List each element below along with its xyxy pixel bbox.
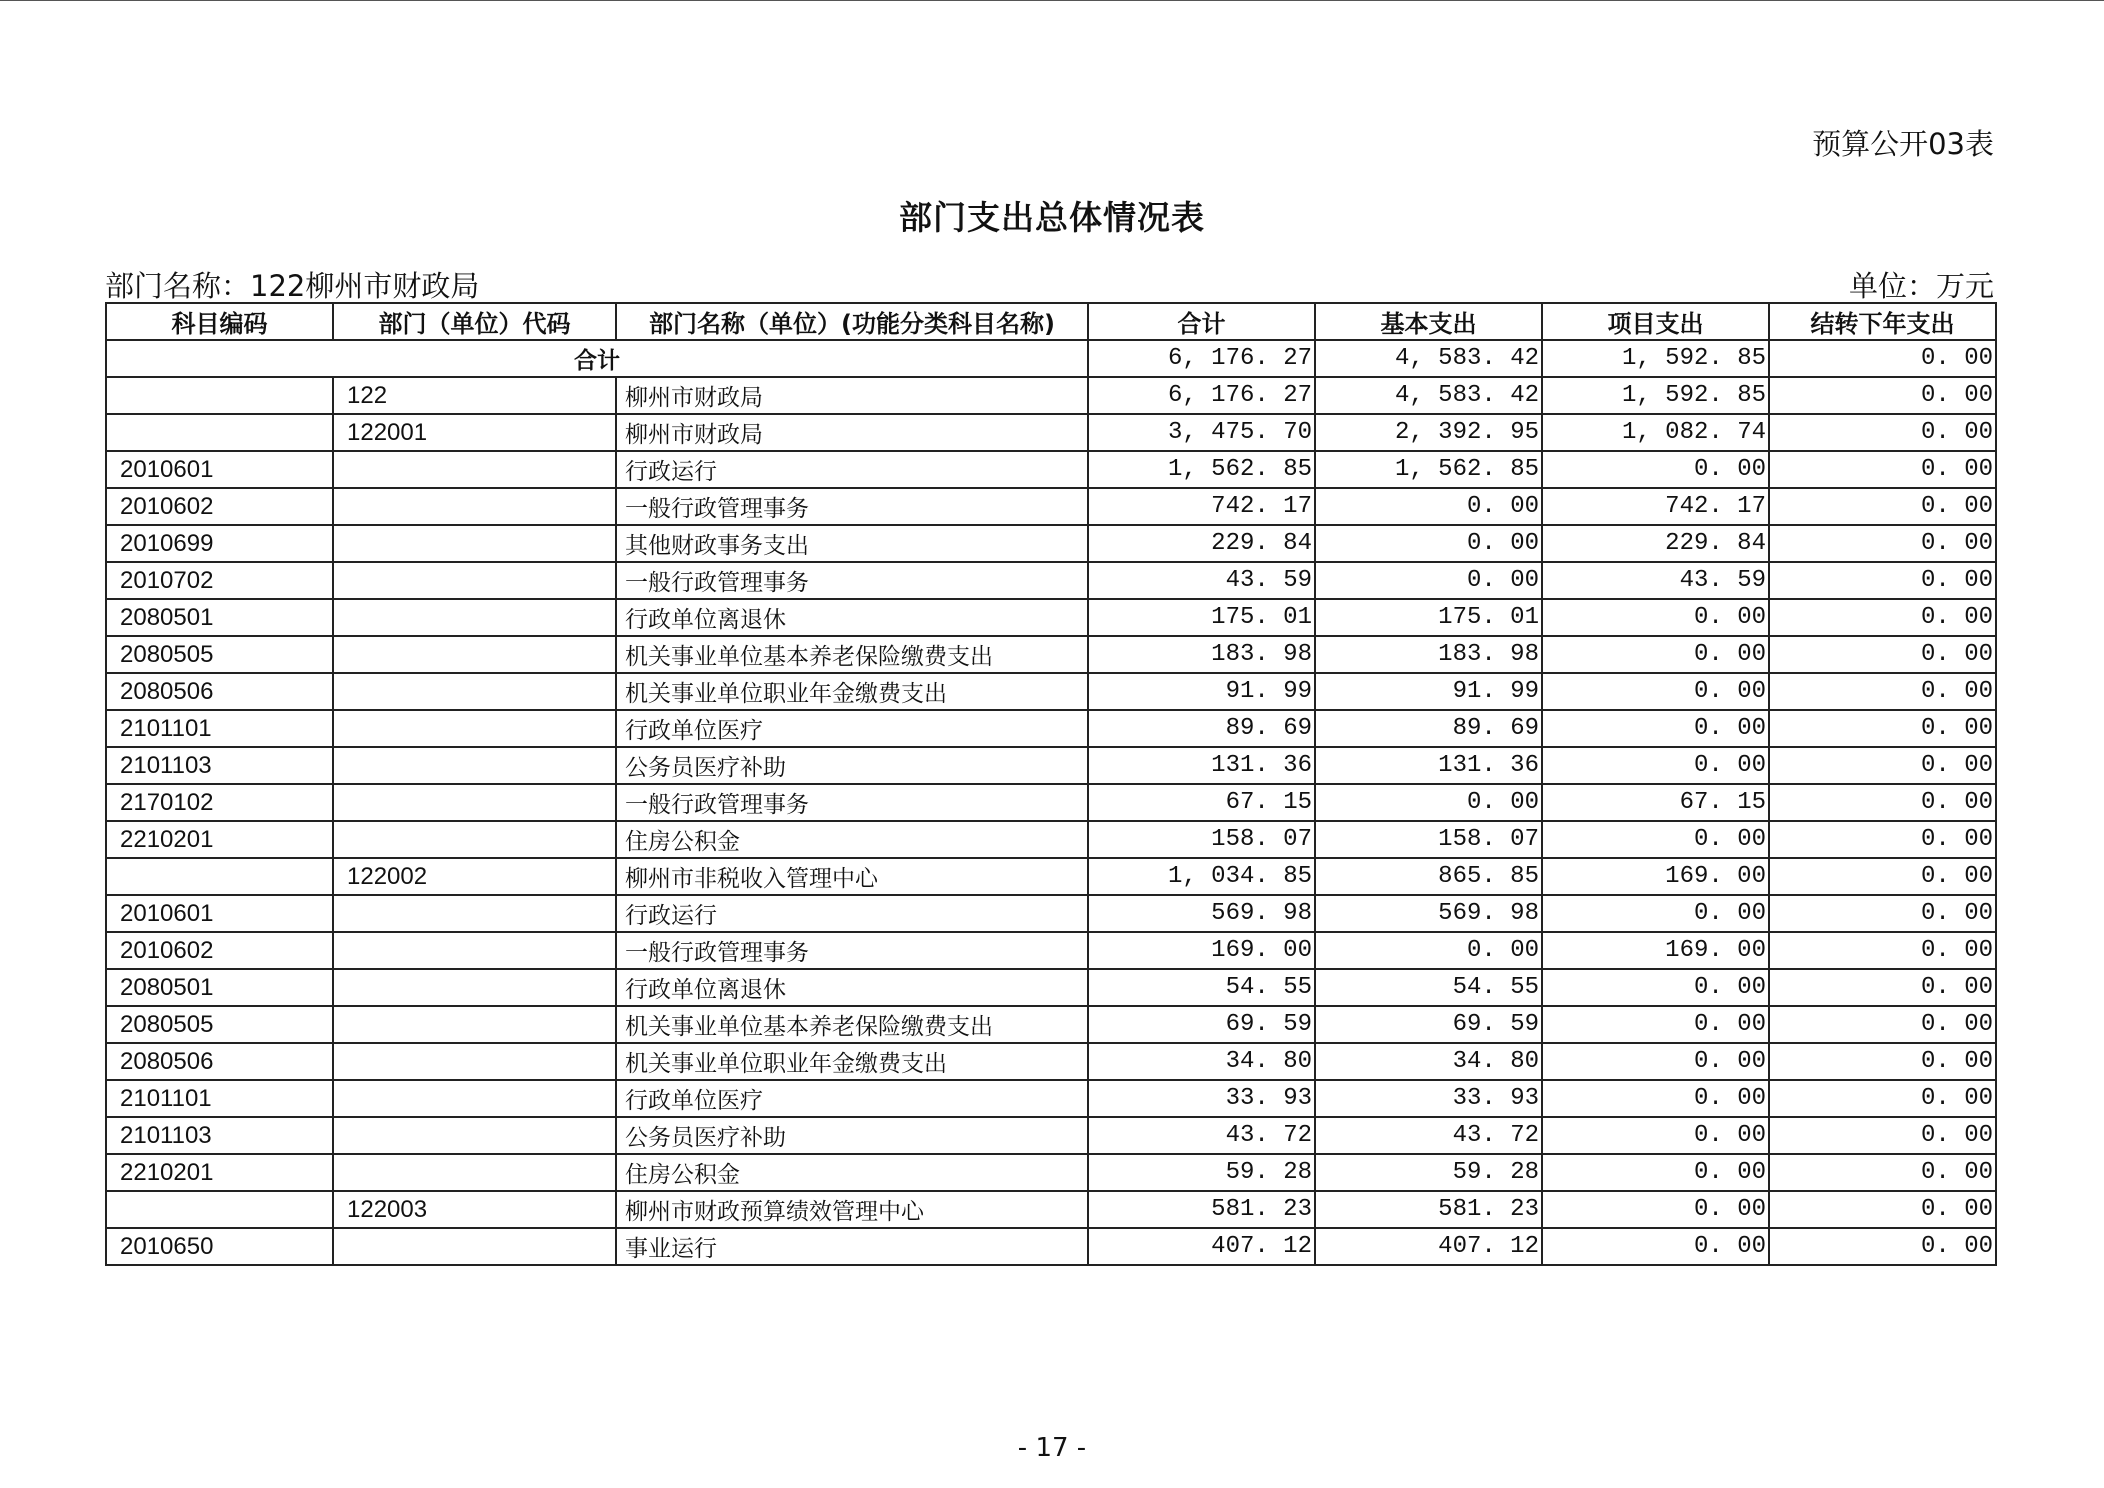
table-row <box>106 1117 1996 1154</box>
subject-code-cell: 2101103 <box>106 1117 333 1154</box>
carry-cell: 0. 00 <box>1769 673 1996 710</box>
total-cell: 158. 07 <box>1088 821 1315 858</box>
table-row <box>106 821 1996 858</box>
name-cell: 一般行政管理事务 <box>616 932 1088 969</box>
carry-cell: 0. 00 <box>1769 1228 1996 1265</box>
col-header-basic: 基本支出 <box>1315 303 1542 340</box>
name-cell: 住房公积金 <box>616 1154 1088 1191</box>
name-cell: 一般行政管理事务 <box>616 784 1088 821</box>
name-cell: 其他财政事务支出 <box>616 525 1088 562</box>
project-cell: 0. 00 <box>1542 1154 1769 1191</box>
total-cell: 91. 99 <box>1088 673 1315 710</box>
subject-code-cell: 2010699 <box>106 525 333 562</box>
expenditure-table <box>105 302 1997 1266</box>
subject-code-cell <box>106 858 333 895</box>
project-cell: 1, 592. 85 <box>1542 377 1769 414</box>
table-row <box>106 636 1996 673</box>
col-header-total: 合计 <box>1088 303 1315 340</box>
project-cell: 0. 00 <box>1542 1043 1769 1080</box>
table-row <box>106 1228 1996 1265</box>
basic-cell: 183. 98 <box>1315 636 1542 673</box>
subject-code-cell: 2210201 <box>106 1154 333 1191</box>
unit-code-cell <box>333 821 616 858</box>
name-cell: 公务员医疗补助 <box>616 747 1088 784</box>
project-cell: 0. 00 <box>1542 969 1769 1006</box>
unit-code-cell: 122003 <box>333 1191 616 1228</box>
name-cell: 一般行政管理事务 <box>616 488 1088 525</box>
department-name: 部门名称：122柳州市财政局 <box>105 269 480 303</box>
carry-cell: 0. 00 <box>1769 1117 1996 1154</box>
unit-code-cell <box>333 1117 616 1154</box>
subject-code-cell: 2080501 <box>106 969 333 1006</box>
total-cell: 3, 475. 70 <box>1088 414 1315 451</box>
table-row <box>106 414 1996 451</box>
basic-cell: 158. 07 <box>1315 821 1542 858</box>
name-cell: 公务员医疗补助 <box>616 1117 1088 1154</box>
subject-code-cell: 2080501 <box>106 599 333 636</box>
total-cell: 1, 562. 85 <box>1088 451 1315 488</box>
name-cell: 行政运行 <box>616 451 1088 488</box>
name-cell: 柳州市财政局 <box>616 414 1088 451</box>
basic-cell: 0. 00 <box>1315 932 1542 969</box>
unit-code-cell <box>333 1080 616 1117</box>
subject-code-cell: 2010602 <box>106 932 333 969</box>
project-cell: 0. 00 <box>1542 1006 1769 1043</box>
project-cell: 0. 00 <box>1542 895 1769 932</box>
name-cell: 住房公积金 <box>616 821 1088 858</box>
basic-cell: 89. 69 <box>1315 710 1542 747</box>
total-cell: 6, 176. 27 <box>1088 377 1315 414</box>
total-cell: 569. 98 <box>1088 895 1315 932</box>
total-cell: 169. 00 <box>1088 932 1315 969</box>
total-cell: 183. 98 <box>1088 636 1315 673</box>
basic-cell: 91. 99 <box>1315 673 1542 710</box>
basic-cell: 34. 80 <box>1315 1043 1542 1080</box>
subject-code-cell: 2101101 <box>106 710 333 747</box>
total-cell: 69. 59 <box>1088 1006 1315 1043</box>
unit-code-cell <box>333 1043 616 1080</box>
col-header-project: 项目支出 <box>1542 303 1769 340</box>
name-cell: 行政单位医疗 <box>616 710 1088 747</box>
unit-code-cell <box>333 895 616 932</box>
basic-cell: 407. 12 <box>1315 1228 1542 1265</box>
top-border-line <box>0 0 2104 1</box>
project-cell: 0. 00 <box>1542 1191 1769 1228</box>
unit-code-cell: 122002 <box>333 858 616 895</box>
total-cell: 131. 36 <box>1088 747 1315 784</box>
subject-code-cell: 2010702 <box>106 562 333 599</box>
name-cell: 行政单位离退休 <box>616 599 1088 636</box>
subject-code-cell: 2010650 <box>106 1228 333 1265</box>
basic-cell: 4, 583. 42 <box>1315 377 1542 414</box>
project-cell: 0. 00 <box>1542 821 1769 858</box>
project-cell: 0. 00 <box>1542 1228 1769 1265</box>
carry-cell: 0. 00 <box>1769 1043 1996 1080</box>
project-cell: 0. 00 <box>1542 451 1769 488</box>
subject-code-cell: 2010602 <box>106 488 333 525</box>
total-cell: 742. 17 <box>1088 488 1315 525</box>
project-cell: 169. 00 <box>1542 932 1769 969</box>
total-cell: 67. 15 <box>1088 784 1315 821</box>
carry-cell: 0. 00 <box>1769 969 1996 1006</box>
name-cell: 事业运行 <box>616 1228 1088 1265</box>
subject-code-cell: 2101101 <box>106 1080 333 1117</box>
table-row <box>106 932 1996 969</box>
basic-cell: 1, 562. 85 <box>1315 451 1542 488</box>
carry-cell: 0. 00 <box>1769 377 1996 414</box>
subject-code-cell <box>106 1191 333 1228</box>
name-cell: 柳州市财政局 <box>616 377 1088 414</box>
basic-cell: 569. 98 <box>1315 895 1542 932</box>
unit-code-cell <box>333 599 616 636</box>
name-cell: 机关事业单位基本养老保险缴费支出 <box>616 1006 1088 1043</box>
subject-code-cell: 2170102 <box>106 784 333 821</box>
basic-cell: 4, 583. 42 <box>1315 340 1542 377</box>
name-cell: 一般行政管理事务 <box>616 562 1088 599</box>
basic-cell: 0. 00 <box>1315 562 1542 599</box>
total-cell: 1, 034. 85 <box>1088 858 1315 895</box>
carry-cell: 0. 00 <box>1769 747 1996 784</box>
unit-label: 单位：万元 <box>1848 269 1994 303</box>
basic-cell: 581. 23 <box>1315 1191 1542 1228</box>
name-cell: 机关事业单位基本养老保险缴费支出 <box>616 636 1088 673</box>
name-cell: 行政单位医疗 <box>616 1080 1088 1117</box>
unit-code-cell <box>333 1006 616 1043</box>
carry-cell: 0. 00 <box>1769 414 1996 451</box>
table-row <box>106 599 1996 636</box>
unit-code-cell <box>333 932 616 969</box>
carry-cell: 0. 00 <box>1769 895 1996 932</box>
total-cell: 175. 01 <box>1088 599 1315 636</box>
basic-cell: 0. 00 <box>1315 525 1542 562</box>
total-cell: 59. 28 <box>1088 1154 1315 1191</box>
project-cell: 67. 15 <box>1542 784 1769 821</box>
basic-cell: 43. 72 <box>1315 1117 1542 1154</box>
table-row <box>106 1154 1996 1191</box>
form-number: 预算公开03表 <box>1812 127 1994 161</box>
basic-cell: 131. 36 <box>1315 747 1542 784</box>
subject-code-cell: 2080506 <box>106 673 333 710</box>
name-cell: 机关事业单位职业年金缴费支出 <box>616 1043 1088 1080</box>
subject-code-cell: 2010601 <box>106 451 333 488</box>
total-cell: 43. 59 <box>1088 562 1315 599</box>
subject-code-cell: 2080506 <box>106 1043 333 1080</box>
page-number: - 17 - <box>1017 1433 1087 1463</box>
name-cell: 柳州市非税收入管理中心 <box>616 858 1088 895</box>
total-cell: 89. 69 <box>1088 710 1315 747</box>
unit-code-cell <box>333 1228 616 1265</box>
table-row <box>106 1006 1996 1043</box>
total-cell: 54. 55 <box>1088 969 1315 1006</box>
basic-cell: 175. 01 <box>1315 599 1542 636</box>
project-cell: 0. 00 <box>1542 673 1769 710</box>
carry-cell: 0. 00 <box>1769 340 1996 377</box>
carry-cell: 0. 00 <box>1769 636 1996 673</box>
subject-code-cell: 2010601 <box>106 895 333 932</box>
carry-cell: 0. 00 <box>1769 599 1996 636</box>
header-row <box>106 303 1996 340</box>
carry-cell: 0. 00 <box>1769 821 1996 858</box>
carry-cell: 0. 00 <box>1769 488 1996 525</box>
subject-code-cell: 2210201 <box>106 821 333 858</box>
project-cell: 229. 84 <box>1542 525 1769 562</box>
unit-code-cell <box>333 747 616 784</box>
subject-code-cell: 2101103 <box>106 747 333 784</box>
basic-cell: 0. 00 <box>1315 488 1542 525</box>
project-cell: 0. 00 <box>1542 636 1769 673</box>
project-cell: 0. 00 <box>1542 747 1769 784</box>
project-cell: 1, 592. 85 <box>1542 340 1769 377</box>
unit-code-cell <box>333 451 616 488</box>
carry-cell: 0. 00 <box>1769 932 1996 969</box>
total-cell: 34. 80 <box>1088 1043 1315 1080</box>
project-cell: 169. 00 <box>1542 858 1769 895</box>
table-row <box>106 969 1996 1006</box>
carry-cell: 0. 00 <box>1769 858 1996 895</box>
table-row <box>106 747 1996 784</box>
total-cell: 229. 84 <box>1088 525 1315 562</box>
unit-code-cell <box>333 636 616 673</box>
project-cell: 0. 00 <box>1542 710 1769 747</box>
total-cell: 6, 176. 27 <box>1088 340 1315 377</box>
total-cell: 43. 72 <box>1088 1117 1315 1154</box>
unit-code-cell <box>333 710 616 747</box>
carry-cell: 0. 00 <box>1769 784 1996 821</box>
project-cell: 0. 00 <box>1542 1117 1769 1154</box>
col-header-carry: 结转下年支出 <box>1769 303 1996 340</box>
unit-code-cell <box>333 562 616 599</box>
col-header-subject-code: 科目编码 <box>106 303 333 340</box>
total-cell: 407. 12 <box>1088 1228 1315 1265</box>
carry-cell: 0. 00 <box>1769 1154 1996 1191</box>
basic-cell: 865. 85 <box>1315 858 1542 895</box>
carry-cell: 0. 00 <box>1769 1080 1996 1117</box>
name-cell: 行政单位离退休 <box>616 969 1088 1006</box>
subject-code-cell <box>106 377 333 414</box>
basic-cell: 54. 55 <box>1315 969 1542 1006</box>
carry-cell: 0. 00 <box>1769 710 1996 747</box>
total-cell: 581. 23 <box>1088 1191 1315 1228</box>
unit-code-cell <box>333 969 616 1006</box>
total-row <box>106 340 1996 377</box>
carry-cell: 0. 00 <box>1769 451 1996 488</box>
col-header-unit-code: 部门（单位）代码 <box>333 303 616 340</box>
unit-code-cell <box>333 673 616 710</box>
carry-cell: 0. 00 <box>1769 1191 1996 1228</box>
carry-cell: 0. 00 <box>1769 562 1996 599</box>
total-label: 合计 <box>106 340 1088 377</box>
table-row <box>106 451 1996 488</box>
table-row <box>106 1043 1996 1080</box>
unit-code-cell: 122 <box>333 377 616 414</box>
subject-code-cell: 2080505 <box>106 1006 333 1043</box>
table-row <box>106 525 1996 562</box>
basic-cell: 69. 59 <box>1315 1006 1542 1043</box>
table-row <box>106 562 1996 599</box>
table-row <box>106 377 1996 414</box>
unit-code-cell <box>333 488 616 525</box>
table-row <box>106 1080 1996 1117</box>
project-cell: 1, 082. 74 <box>1542 414 1769 451</box>
document-title: 部门支出总体情况表 <box>899 198 1205 237</box>
unit-code-cell: 122001 <box>333 414 616 451</box>
basic-cell: 2, 392. 95 <box>1315 414 1542 451</box>
name-cell: 柳州市财政预算绩效管理中心 <box>616 1191 1088 1228</box>
name-cell: 行政运行 <box>616 895 1088 932</box>
project-cell: 43. 59 <box>1542 562 1769 599</box>
subject-code-cell <box>106 414 333 451</box>
subject-code-cell: 2080505 <box>106 636 333 673</box>
col-header-name: 部门名称（单位）(功能分类科目名称) <box>616 303 1088 340</box>
unit-code-cell <box>333 1154 616 1191</box>
basic-cell: 59. 28 <box>1315 1154 1542 1191</box>
table-row <box>106 673 1996 710</box>
carry-cell: 0. 00 <box>1769 1006 1996 1043</box>
table-row <box>106 710 1996 747</box>
carry-cell: 0. 00 <box>1769 525 1996 562</box>
table-row <box>106 488 1996 525</box>
basic-cell: 33. 93 <box>1315 1080 1542 1117</box>
table-row <box>106 1191 1996 1228</box>
total-cell: 33. 93 <box>1088 1080 1315 1117</box>
project-cell: 0. 00 <box>1542 599 1769 636</box>
unit-code-cell <box>333 784 616 821</box>
name-cell: 机关事业单位职业年金缴费支出 <box>616 673 1088 710</box>
table-row <box>106 858 1996 895</box>
unit-code-cell <box>333 525 616 562</box>
basic-cell: 0. 00 <box>1315 784 1542 821</box>
project-cell: 742. 17 <box>1542 488 1769 525</box>
table-row <box>106 895 1996 932</box>
project-cell: 0. 00 <box>1542 1080 1769 1117</box>
table-row <box>106 784 1996 821</box>
